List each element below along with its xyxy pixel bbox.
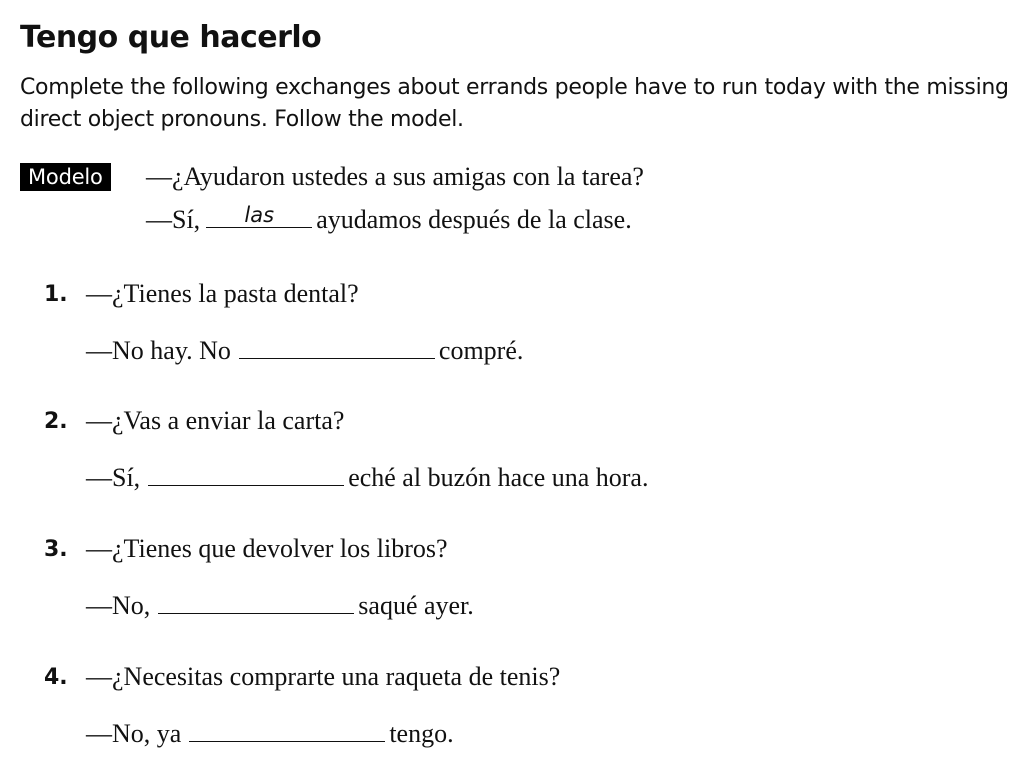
modelo-blank-answer: las bbox=[244, 203, 275, 227]
exercise-4-answer-start: —No, ya bbox=[86, 719, 182, 748]
exercise-2-number: 2. bbox=[44, 409, 68, 434]
exercise-4-number: 4. bbox=[44, 665, 68, 690]
exercise-4-question: —¿Necesitas comprarte una raqueta de tenis? bbox=[86, 662, 561, 691]
instructions: Complete the following exchanges about errands people have to run today with the missing direct object pronouns. Follow the model. bbox=[20, 75, 1009, 132]
modelo-answer-start: —Sí, bbox=[146, 205, 201, 234]
exercise-3-answer-end: saqué ayer. bbox=[358, 591, 474, 620]
exercise-1-answer bbox=[86, 336, 523, 366]
exercise-4-blank[interactable] bbox=[189, 719, 385, 742]
modelo-answer-end: ayudamos después de la clase. bbox=[316, 205, 632, 234]
exercise-3-blank[interactable] bbox=[158, 591, 354, 614]
exercise-3-answer bbox=[86, 591, 474, 621]
exercise-4-answer-end: tengo. bbox=[389, 719, 454, 748]
exercise-4-answer bbox=[86, 719, 454, 749]
exercise-1-blank[interactable] bbox=[239, 336, 435, 359]
exercise-1-answer-start: —No hay. No bbox=[86, 336, 231, 365]
exercise-1-question: —¿Tienes la pasta dental? bbox=[86, 279, 359, 308]
exercise-2-answer-end: eché al buzón hace una hora. bbox=[348, 463, 649, 492]
page-title: Tengo que hacerlo bbox=[20, 20, 322, 55]
exercise-3-number: 3. bbox=[44, 537, 68, 562]
exercise-1-answer-end: compré. bbox=[438, 336, 524, 365]
exercise-1-number: 1. bbox=[44, 282, 68, 307]
modelo-badge: Modelo bbox=[20, 163, 111, 191]
exercise-2-answer bbox=[86, 463, 648, 493]
exercise-3-question: —¿Tienes que devolver los libros? bbox=[86, 534, 448, 563]
exercise-2-blank[interactable] bbox=[148, 463, 344, 486]
modelo-question: —¿Ayudaron ustedes a sus amigas con la tarea? bbox=[146, 162, 644, 191]
exercise-3-answer-start: —No, bbox=[86, 591, 151, 620]
modelo-blank bbox=[206, 205, 312, 228]
modelo-answer bbox=[146, 205, 632, 235]
exercise-2-answer-start: —Sí, bbox=[86, 463, 141, 492]
exercise-2-question: —¿Vas a enviar la carta? bbox=[86, 406, 345, 435]
